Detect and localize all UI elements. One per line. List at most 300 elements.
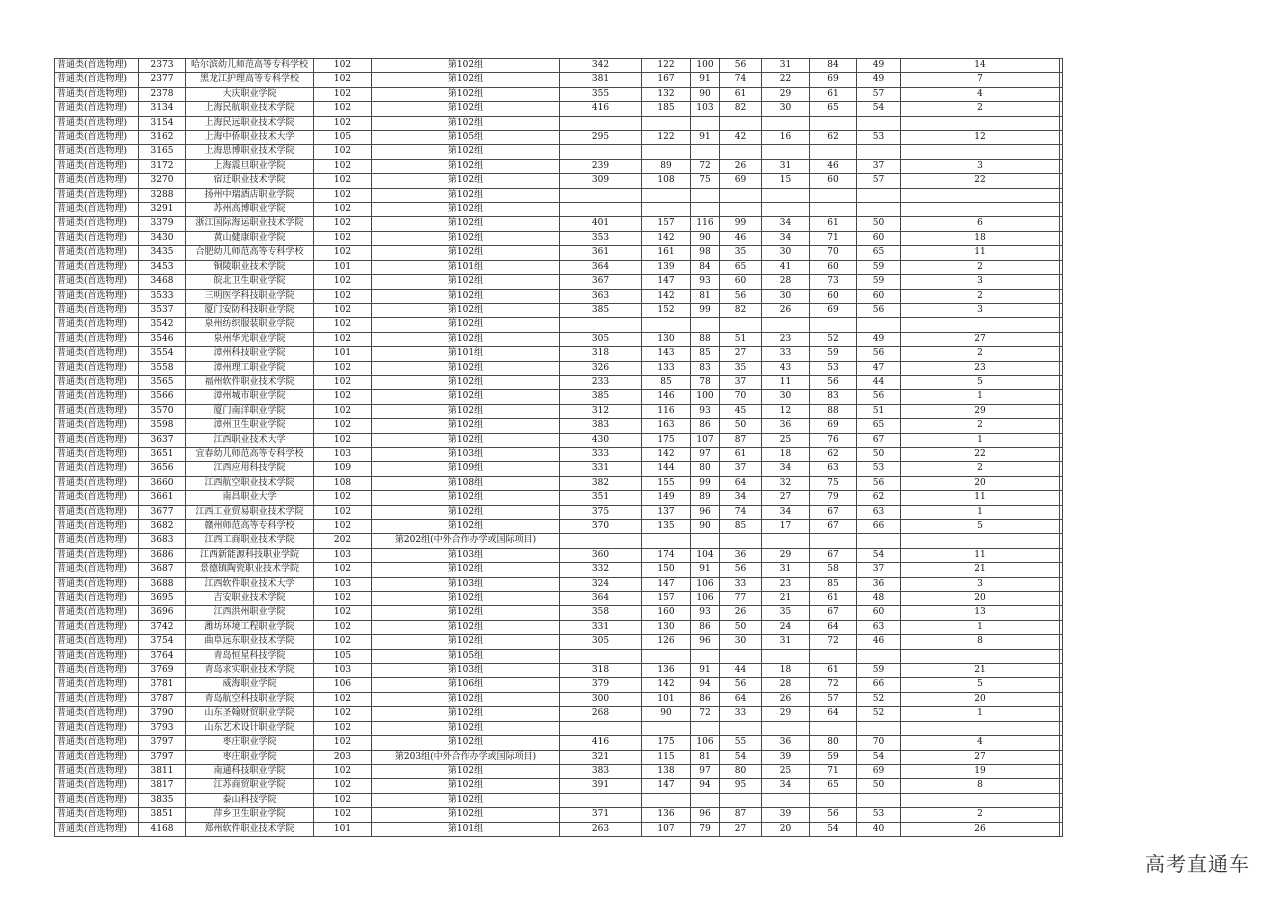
score-cell: 69 xyxy=(810,73,857,87)
score-cell: 93 xyxy=(691,404,720,418)
school-name-cell: 大庆职业学院 xyxy=(186,87,314,101)
total-score-cell: 385 xyxy=(560,390,642,404)
category-cell: 普通类(首选物理) xyxy=(55,390,139,404)
score-cell: 72 xyxy=(810,635,857,649)
group-name-cell: 第102组 xyxy=(372,318,560,332)
score-cell: 87 xyxy=(720,433,762,447)
rank-cell: 29 xyxy=(901,404,1060,418)
rank-cell: 21 xyxy=(901,563,1060,577)
school-code-cell: 3754 xyxy=(139,635,186,649)
group-code-cell: 102 xyxy=(314,303,372,317)
score-cell: 23 xyxy=(762,577,810,591)
category-cell: 普通类(首选物理) xyxy=(55,159,139,173)
score-cell: 82 xyxy=(720,102,762,116)
school-code-cell: 3677 xyxy=(139,505,186,519)
score-cell: 63 xyxy=(857,620,901,634)
school-name-cell: 铜陵职业技术学院 xyxy=(186,260,314,274)
group-name-cell: 第102组 xyxy=(372,707,560,721)
score-cell: 26 xyxy=(762,692,810,706)
blank-cell xyxy=(1060,649,1063,663)
score-cell: 82 xyxy=(720,303,762,317)
rank-cell: 3 xyxy=(901,275,1060,289)
score-cell: 90 xyxy=(691,87,720,101)
rank-cell: 13 xyxy=(901,606,1060,620)
score-cell: 74 xyxy=(720,505,762,519)
blank-cell xyxy=(1060,534,1063,548)
score-cell xyxy=(810,203,857,217)
group-name-cell: 第102组 xyxy=(372,332,560,346)
rank-cell: 22 xyxy=(901,174,1060,188)
total-score-cell: 401 xyxy=(560,217,642,231)
group-name-cell: 第102组 xyxy=(372,116,560,130)
score-cell: 147 xyxy=(642,577,691,591)
score-cell xyxy=(857,534,901,548)
group-name-cell: 第102组 xyxy=(372,721,560,735)
school-name-cell: 江西工商职业技术学院 xyxy=(186,534,314,548)
school-name-cell: 威海职业学院 xyxy=(186,678,314,692)
score-cell: 50 xyxy=(857,217,901,231)
score-cell: 18 xyxy=(762,664,810,678)
blank-cell xyxy=(1060,692,1063,706)
score-cell: 41 xyxy=(762,260,810,274)
group-code-cell: 102 xyxy=(314,231,372,245)
table-row xyxy=(55,764,1063,778)
school-name-cell: 上海中侨职业技术大学 xyxy=(186,131,314,145)
group-code-cell: 102 xyxy=(314,505,372,519)
school-name-cell: 上海民航职业技术学院 xyxy=(186,102,314,116)
score-cell: 81 xyxy=(691,289,720,303)
school-name-cell: 泉州纺织服装职业学院 xyxy=(186,318,314,332)
score-cell xyxy=(810,793,857,807)
score-cell: 64 xyxy=(720,476,762,490)
blank-cell xyxy=(1060,203,1063,217)
score-cell xyxy=(810,116,857,130)
score-cell: 44 xyxy=(720,664,762,678)
category-cell: 普通类(首选物理) xyxy=(55,404,139,418)
table-row xyxy=(55,433,1063,447)
total-score-cell xyxy=(560,203,642,217)
score-cell: 26 xyxy=(720,606,762,620)
group-name-cell: 第102组 xyxy=(372,692,560,706)
score-cell: 60 xyxy=(810,289,857,303)
category-cell: 普通类(首选物理) xyxy=(55,592,139,606)
score-cell: 69 xyxy=(857,764,901,778)
table-row xyxy=(55,102,1063,116)
rank-cell: 6 xyxy=(901,217,1060,231)
school-name-cell: 江西职业技术大学 xyxy=(186,433,314,447)
category-cell: 普通类(首选物理) xyxy=(55,289,139,303)
school-name-cell: 浙江国际海运职业技术学院 xyxy=(186,217,314,231)
blank-cell xyxy=(1060,606,1063,620)
table-row xyxy=(55,318,1063,332)
rank-cell: 20 xyxy=(901,692,1060,706)
school-code-cell: 3453 xyxy=(139,260,186,274)
score-cell: 12 xyxy=(762,404,810,418)
total-score-cell: 383 xyxy=(560,419,642,433)
score-cell: 31 xyxy=(762,59,810,73)
score-cell: 72 xyxy=(691,159,720,173)
school-name-cell: 山东圣翰财贸职业学院 xyxy=(186,707,314,721)
score-cell: 70 xyxy=(857,736,901,750)
score-cell: 115 xyxy=(642,750,691,764)
blank-cell xyxy=(1060,404,1063,418)
score-cell: 97 xyxy=(691,764,720,778)
score-cell: 61 xyxy=(720,447,762,461)
score-cell: 90 xyxy=(691,520,720,534)
score-cell: 103 xyxy=(691,102,720,116)
school-name-cell: 山东艺术设计职业学院 xyxy=(186,721,314,735)
score-cell: 90 xyxy=(691,231,720,245)
blank-cell xyxy=(1060,462,1063,476)
score-cell xyxy=(642,721,691,735)
score-cell: 22 xyxy=(762,73,810,87)
score-cell: 106 xyxy=(691,592,720,606)
group-name-cell: 第106组 xyxy=(372,678,560,692)
score-cell: 21 xyxy=(762,592,810,606)
group-code-cell: 102 xyxy=(314,275,372,289)
group-name-cell: 第102组 xyxy=(372,764,560,778)
group-name-cell: 第102组 xyxy=(372,231,560,245)
score-cell: 28 xyxy=(762,678,810,692)
score-cell: 147 xyxy=(642,779,691,793)
category-cell: 普通类(首选物理) xyxy=(55,505,139,519)
school-code-cell: 3165 xyxy=(139,145,186,159)
score-cell xyxy=(762,534,810,548)
score-cell: 37 xyxy=(857,563,901,577)
school-code-cell: 3656 xyxy=(139,462,186,476)
rank-cell xyxy=(901,203,1060,217)
score-cell: 75 xyxy=(810,476,857,490)
score-cell: 34 xyxy=(762,231,810,245)
score-cell: 149 xyxy=(642,491,691,505)
score-cell xyxy=(810,145,857,159)
group-name-cell: 第102组 xyxy=(372,246,560,260)
score-cell xyxy=(720,649,762,663)
score-cell: 116 xyxy=(642,404,691,418)
score-cell: 157 xyxy=(642,217,691,231)
group-code-cell: 102 xyxy=(314,390,372,404)
blank-cell xyxy=(1060,491,1063,505)
score-cell: 31 xyxy=(762,563,810,577)
score-cell xyxy=(691,318,720,332)
watermark-text: 高考直通车 xyxy=(1145,852,1250,876)
category-cell: 普通类(首选物理) xyxy=(55,347,139,361)
rank-cell: 1 xyxy=(901,433,1060,447)
rank-cell: 2 xyxy=(901,102,1060,116)
score-cell xyxy=(762,721,810,735)
school-name-cell: 黑龙江护理高等专科学校 xyxy=(186,73,314,87)
blank-cell xyxy=(1060,793,1063,807)
score-cell: 107 xyxy=(691,433,720,447)
group-code-cell: 102 xyxy=(314,563,372,577)
school-code-cell: 3688 xyxy=(139,577,186,591)
school-code-cell: 3435 xyxy=(139,246,186,260)
category-cell: 普通类(首选物理) xyxy=(55,87,139,101)
blank-cell xyxy=(1060,764,1063,778)
school-code-cell: 3851 xyxy=(139,808,186,822)
score-cell: 59 xyxy=(810,750,857,764)
score-cell: 76 xyxy=(810,433,857,447)
school-code-cell: 3683 xyxy=(139,534,186,548)
score-cell: 93 xyxy=(691,606,720,620)
rank-cell: 21 xyxy=(901,664,1060,678)
blank-cell xyxy=(1060,361,1063,375)
school-name-cell: 郑州软件职业技术学院 xyxy=(186,822,314,836)
rank-cell: 19 xyxy=(901,764,1060,778)
score-cell: 64 xyxy=(720,692,762,706)
score-cell: 89 xyxy=(642,159,691,173)
school-code-cell: 4168 xyxy=(139,822,186,836)
total-score-cell xyxy=(560,649,642,663)
score-cell xyxy=(762,116,810,130)
score-cell: 69 xyxy=(810,419,857,433)
school-code-cell: 3811 xyxy=(139,764,186,778)
total-score-cell: 305 xyxy=(560,635,642,649)
group-name-cell: 第102组 xyxy=(372,491,560,505)
table-row xyxy=(55,707,1063,721)
blank-cell xyxy=(1060,59,1063,73)
group-code-cell: 102 xyxy=(314,707,372,721)
score-cell: 85 xyxy=(720,520,762,534)
score-cell: 59 xyxy=(810,347,857,361)
score-cell: 56 xyxy=(810,375,857,389)
table-row xyxy=(55,303,1063,317)
table-row xyxy=(55,73,1063,87)
group-code-cell: 102 xyxy=(314,159,372,173)
category-cell: 普通类(首选物理) xyxy=(55,563,139,577)
total-score-cell: 332 xyxy=(560,563,642,577)
score-cell: 72 xyxy=(810,678,857,692)
group-name-cell: 第102组 xyxy=(372,808,560,822)
school-name-cell: 合肥幼儿师范高等专科学校 xyxy=(186,246,314,260)
blank-cell xyxy=(1060,505,1063,519)
total-score-cell: 342 xyxy=(560,59,642,73)
total-score-cell xyxy=(560,318,642,332)
group-name-cell: 第102组 xyxy=(372,433,560,447)
score-cell: 36 xyxy=(762,419,810,433)
school-code-cell: 2378 xyxy=(139,87,186,101)
total-score-cell xyxy=(560,793,642,807)
group-code-cell: 103 xyxy=(314,577,372,591)
group-code-cell: 102 xyxy=(314,116,372,130)
score-cell: 30 xyxy=(762,102,810,116)
group-name-cell: 第101组 xyxy=(372,260,560,274)
blank-cell xyxy=(1060,620,1063,634)
score-cell: 150 xyxy=(642,563,691,577)
score-cell: 56 xyxy=(857,347,901,361)
school-name-cell: 江西工业贸易职业技术学院 xyxy=(186,505,314,519)
blank-cell xyxy=(1060,447,1063,461)
table-row xyxy=(55,87,1063,101)
total-score-cell: 295 xyxy=(560,131,642,145)
category-cell: 普通类(首选物理) xyxy=(55,620,139,634)
score-cell: 56 xyxy=(720,678,762,692)
group-code-cell: 102 xyxy=(314,145,372,159)
table-row xyxy=(55,447,1063,461)
school-name-cell: 青岛恒星科技学院 xyxy=(186,649,314,663)
score-cell: 99 xyxy=(691,303,720,317)
total-score-cell: 416 xyxy=(560,102,642,116)
school-name-cell: 哈尔滨幼儿师范高等专科学校 xyxy=(186,59,314,73)
total-score-cell: 263 xyxy=(560,822,642,836)
score-cell: 99 xyxy=(691,476,720,490)
school-name-cell: 福州软件职业技术学院 xyxy=(186,375,314,389)
score-cell: 91 xyxy=(691,131,720,145)
score-cell: 142 xyxy=(642,447,691,461)
school-name-cell: 漳州城市职业学院 xyxy=(186,390,314,404)
school-code-cell: 3797 xyxy=(139,750,186,764)
total-score-cell: 370 xyxy=(560,520,642,534)
blank-cell xyxy=(1060,188,1063,202)
group-code-cell: 103 xyxy=(314,548,372,562)
score-cell: 136 xyxy=(642,664,691,678)
score-cell: 26 xyxy=(762,303,810,317)
score-cell xyxy=(642,649,691,663)
rank-cell xyxy=(901,534,1060,548)
school-code-cell: 3781 xyxy=(139,678,186,692)
school-code-cell: 3288 xyxy=(139,188,186,202)
score-cell: 78 xyxy=(691,375,720,389)
rank-cell: 2 xyxy=(901,419,1060,433)
score-cell: 86 xyxy=(691,620,720,634)
table-row xyxy=(55,375,1063,389)
school-code-cell: 3787 xyxy=(139,692,186,706)
total-score-cell: 233 xyxy=(560,375,642,389)
group-name-cell: 第109组 xyxy=(372,462,560,476)
table-row xyxy=(55,347,1063,361)
group-code-cell: 102 xyxy=(314,779,372,793)
score-cell xyxy=(691,721,720,735)
blank-cell xyxy=(1060,145,1063,159)
rank-cell: 27 xyxy=(901,332,1060,346)
group-name-cell: 第102组 xyxy=(372,592,560,606)
group-code-cell: 102 xyxy=(314,246,372,260)
school-name-cell: 潍坊环境工程职业学院 xyxy=(186,620,314,634)
score-cell: 39 xyxy=(762,808,810,822)
blank-cell xyxy=(1060,231,1063,245)
category-cell: 普通类(首选物理) xyxy=(55,736,139,750)
school-code-cell: 3542 xyxy=(139,318,186,332)
score-cell: 96 xyxy=(691,808,720,822)
category-cell: 普通类(首选物理) xyxy=(55,102,139,116)
rank-cell: 20 xyxy=(901,592,1060,606)
school-code-cell: 3134 xyxy=(139,102,186,116)
group-code-cell: 102 xyxy=(314,764,372,778)
score-cell: 25 xyxy=(762,433,810,447)
score-cell: 63 xyxy=(857,505,901,519)
group-name-cell: 第102组 xyxy=(372,520,560,534)
school-name-cell: 南昌职业大学 xyxy=(186,491,314,505)
group-code-cell: 203 xyxy=(314,750,372,764)
score-cell: 50 xyxy=(857,447,901,461)
group-code-cell: 102 xyxy=(314,692,372,706)
group-code-cell: 102 xyxy=(314,217,372,231)
blank-cell xyxy=(1060,174,1063,188)
total-score-cell: 305 xyxy=(560,332,642,346)
table-row xyxy=(55,606,1063,620)
score-cell: 16 xyxy=(762,131,810,145)
score-cell: 73 xyxy=(810,275,857,289)
total-score-cell xyxy=(560,145,642,159)
group-name-cell: 第102组 xyxy=(372,505,560,519)
score-cell: 24 xyxy=(762,620,810,634)
category-cell: 普通类(首选物理) xyxy=(55,145,139,159)
score-cell: 75 xyxy=(691,174,720,188)
group-name-cell: 第103组 xyxy=(372,548,560,562)
table-row xyxy=(55,822,1063,836)
school-code-cell: 3558 xyxy=(139,361,186,375)
score-cell: 58 xyxy=(810,563,857,577)
table-row xyxy=(55,361,1063,375)
score-cell: 84 xyxy=(691,260,720,274)
total-score-cell: 430 xyxy=(560,433,642,447)
score-cell: 53 xyxy=(857,808,901,822)
group-code-cell: 102 xyxy=(314,808,372,822)
category-cell: 普通类(首选物理) xyxy=(55,721,139,735)
total-score-cell: 363 xyxy=(560,289,642,303)
blank-cell xyxy=(1060,592,1063,606)
group-code-cell: 102 xyxy=(314,375,372,389)
group-code-cell: 102 xyxy=(314,721,372,735)
group-name-cell: 第105组 xyxy=(372,649,560,663)
admission-score-table xyxy=(54,58,1063,837)
score-cell: 29 xyxy=(762,707,810,721)
total-score-cell: 371 xyxy=(560,808,642,822)
score-cell: 85 xyxy=(810,577,857,591)
group-name-cell: 第103组 xyxy=(372,664,560,678)
blank-cell xyxy=(1060,678,1063,692)
category-cell: 普通类(首选物理) xyxy=(55,217,139,231)
blank-cell xyxy=(1060,131,1063,145)
score-cell xyxy=(691,188,720,202)
total-score-cell: 379 xyxy=(560,678,642,692)
blank-cell xyxy=(1060,520,1063,534)
blank-cell xyxy=(1060,102,1063,116)
blank-cell xyxy=(1060,303,1063,317)
category-cell: 普通类(首选物理) xyxy=(55,246,139,260)
score-cell: 33 xyxy=(720,707,762,721)
total-score-cell: 300 xyxy=(560,692,642,706)
total-score-cell: 326 xyxy=(560,361,642,375)
group-code-cell: 101 xyxy=(314,347,372,361)
school-code-cell: 3686 xyxy=(139,548,186,562)
group-code-cell: 102 xyxy=(314,404,372,418)
category-cell: 普通类(首选物理) xyxy=(55,476,139,490)
score-cell: 133 xyxy=(642,361,691,375)
group-code-cell: 105 xyxy=(314,649,372,663)
total-score-cell: 239 xyxy=(560,159,642,173)
school-name-cell: 江西洪州职业学院 xyxy=(186,606,314,620)
school-code-cell: 3661 xyxy=(139,491,186,505)
table-row xyxy=(55,260,1063,274)
rank-cell: 1 xyxy=(901,390,1060,404)
blank-cell xyxy=(1060,390,1063,404)
score-cell xyxy=(762,793,810,807)
category-cell: 普通类(首选物理) xyxy=(55,361,139,375)
rank-cell: 12 xyxy=(901,131,1060,145)
blank-cell xyxy=(1060,548,1063,562)
score-cell: 25 xyxy=(762,764,810,778)
rank-cell: 4 xyxy=(901,736,1060,750)
score-cell xyxy=(857,188,901,202)
group-code-cell: 105 xyxy=(314,131,372,145)
table-row xyxy=(55,231,1063,245)
score-cell: 77 xyxy=(720,592,762,606)
score-cell: 90 xyxy=(642,707,691,721)
score-cell: 34 xyxy=(762,779,810,793)
table-row xyxy=(55,808,1063,822)
score-cell: 174 xyxy=(642,548,691,562)
